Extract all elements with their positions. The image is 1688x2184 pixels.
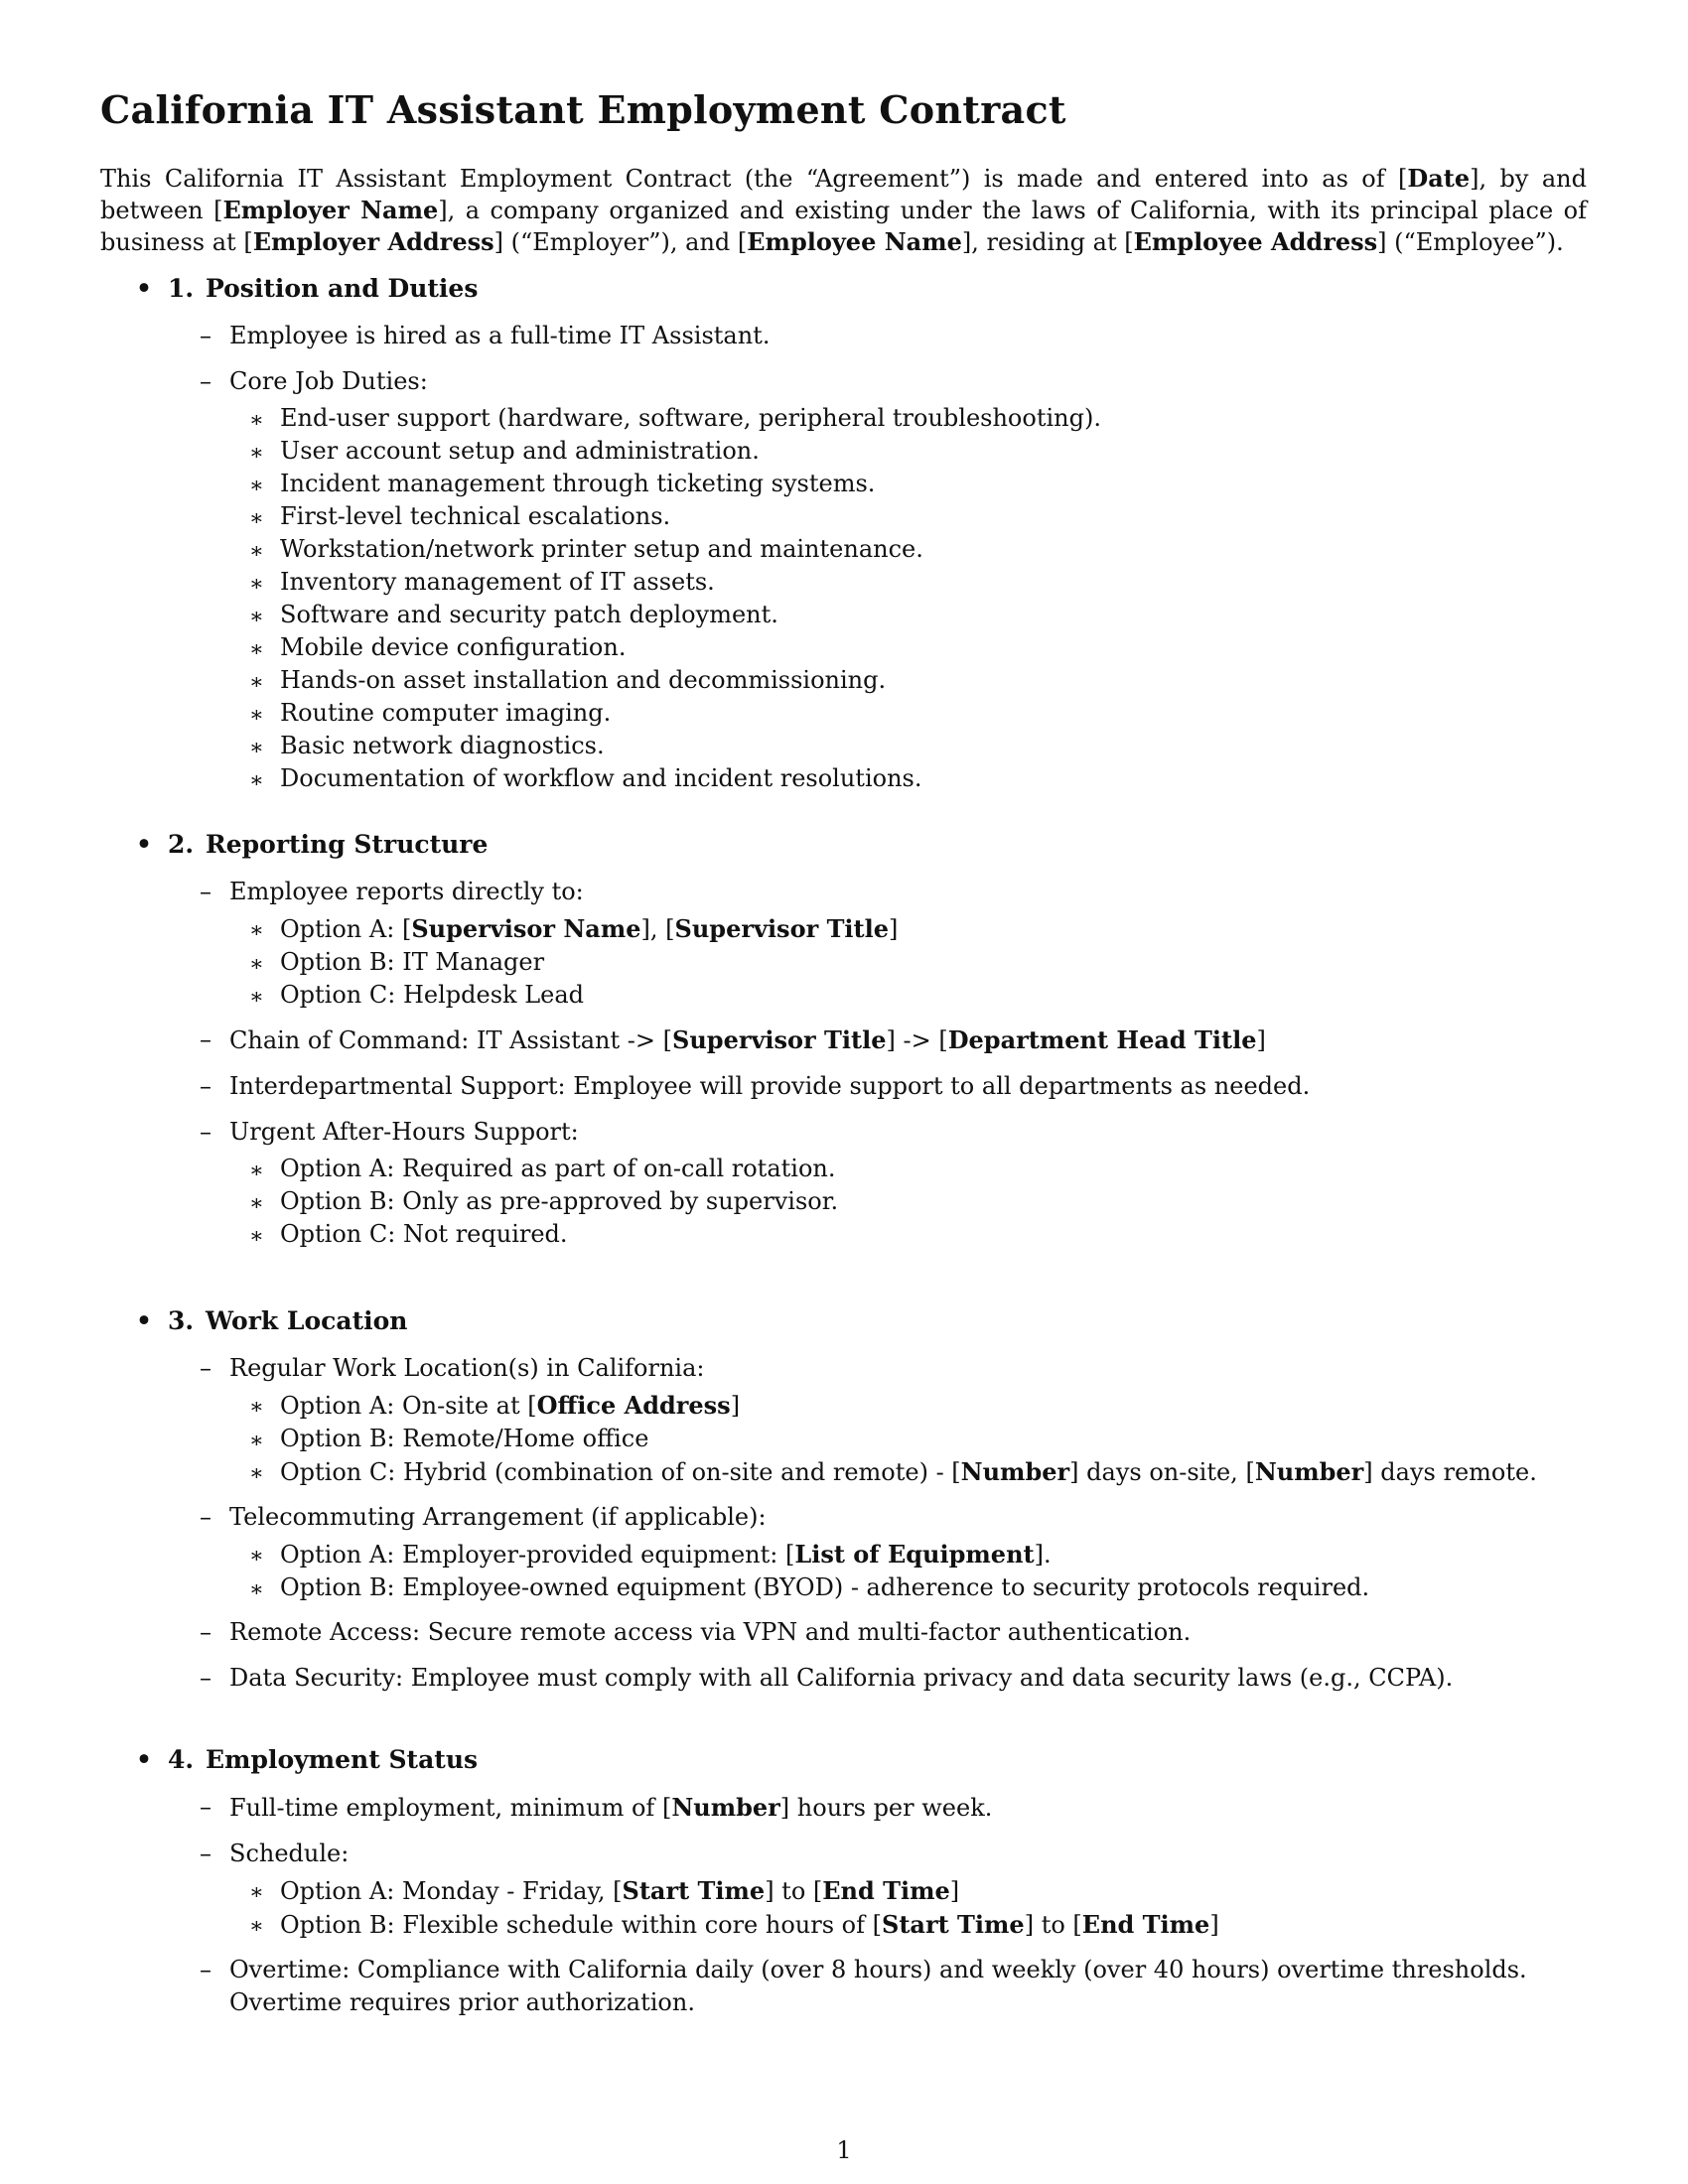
- text-run: ] to [: [1024, 1911, 1082, 1939]
- asterisk-bullet-icon: ∗: [249, 768, 264, 793]
- sub-list-item-text: [280, 1455, 1590, 1489]
- section-heading: [100, 830, 1590, 866]
- placeholder-field: Number: [960, 1457, 1070, 1486]
- placeholder-field: Employee Name: [747, 227, 962, 256]
- text-run: Option B: Remote/Home office: [280, 1425, 649, 1452]
- text-run: End-user support (hardware, software, peripheral troubleshooting).: [280, 404, 1101, 432]
- sub-list-item-text: [280, 762, 1590, 795]
- sub-list-item-text: [280, 402, 1590, 435]
- sub-list-item: [100, 1908, 1590, 1942]
- list-item-text: [229, 1662, 1590, 1695]
- text-run: Data Security: Employee must comply with all California privacy and data security laws (e.g., CCPA).: [229, 1664, 1454, 1692]
- text-run: Inventory management of IT assets.: [280, 568, 715, 596]
- text-run: Mobile device configuration.: [280, 633, 627, 661]
- text-run: Option B: Flexible schedule within core hours of [: [280, 1911, 882, 1939]
- text-run: Option A: On-site at [: [280, 1392, 537, 1420]
- placeholder-field: Start Time: [882, 1910, 1025, 1939]
- section-title: Employment Status: [206, 1745, 479, 1774]
- dash-bullet-icon: –: [200, 1618, 211, 1646]
- list-item-text: [229, 1024, 1590, 1057]
- text-run: ] days remote.: [1363, 1458, 1537, 1486]
- asterisk-bullet-icon: ∗: [249, 637, 264, 662]
- section-title: Position and Duties: [206, 274, 479, 303]
- sub-list-item-text: [280, 533, 1590, 566]
- text-run: Schedule:: [229, 1840, 350, 1867]
- text-run: Regular Work Location(s) in California:: [229, 1354, 705, 1382]
- text-run: ], residing at [: [961, 228, 1134, 256]
- text-run: Option B: IT Manager: [280, 948, 545, 976]
- text-run: ] (“Employer”), and [: [493, 228, 748, 256]
- placeholder-field: Employer Address: [252, 227, 494, 256]
- list-item-text: [229, 320, 1590, 352]
- sub-list-item-text: [280, 979, 1590, 1012]
- dash-bullet-icon: –: [200, 1840, 211, 1867]
- list-item-text: [229, 876, 1590, 908]
- text-run: ], a company organized and existing under the laws of California, with its principal place of business at [: [100, 197, 1588, 256]
- asterisk-bullet-icon: ∗: [249, 1880, 264, 1905]
- text-run: Employee is hired as a full-time IT Assistant.: [229, 322, 771, 349]
- list-item: [100, 1501, 1590, 1534]
- text-run: Full-time employment, minimum of [: [229, 1794, 672, 1822]
- sub-list-item-text: [280, 435, 1590, 468]
- sub-list-item: [100, 468, 1590, 500]
- sub-list-item: [100, 1455, 1590, 1489]
- asterisk-bullet-icon: ∗: [249, 1461, 264, 1486]
- sub-list-item-text: [280, 1218, 1590, 1251]
- asterisk-bullet-icon: ∗: [249, 1191, 264, 1216]
- list-item-text: [229, 1838, 1590, 1870]
- list-item: [100, 1070, 1590, 1103]
- bullet-icon: •: [136, 1745, 152, 1774]
- section-number: 1.: [168, 274, 195, 303]
- sub-list-item: [100, 979, 1590, 1012]
- text-run: Option A: Employer-provided equipment: [: [280, 1541, 795, 1569]
- sub-list-item: [100, 1218, 1590, 1251]
- placeholder-field: Date: [1407, 164, 1471, 193]
- sub-list-item: [100, 533, 1590, 566]
- page-number: 1: [836, 2136, 852, 2164]
- asterisk-bullet-icon: ∗: [249, 1544, 264, 1569]
- dash-bullet-icon: –: [200, 1118, 211, 1146]
- asterisk-bullet-icon: ∗: [249, 539, 264, 564]
- sub-list-item-text: [280, 1571, 1590, 1604]
- text-run: Option C: Helpdesk Lead: [280, 981, 585, 1009]
- sub-list-item: [100, 946, 1590, 979]
- text-run: ] hours per week.: [779, 1794, 993, 1822]
- asterisk-bullet-icon: ∗: [249, 408, 264, 433]
- section-number: 3.: [168, 1306, 195, 1335]
- asterisk-bullet-icon: ∗: [249, 918, 264, 943]
- list-item: [100, 1838, 1590, 1870]
- text-run: Option C: Hybrid (combination of on-site and remote) - [: [280, 1458, 961, 1486]
- text-run: ]: [889, 915, 899, 943]
- section-employment-status: [100, 1745, 1590, 2032]
- section-reporting-structure: [100, 830, 1590, 1263]
- section-position-and-duties: [100, 274, 1590, 807]
- text-run: Core Job Duties:: [229, 367, 428, 395]
- asterisk-bullet-icon: ∗: [249, 605, 264, 629]
- asterisk-bullet-icon: ∗: [249, 1224, 264, 1249]
- text-run: Remote Access: Secure remote access via VPN and multi-factor authentication.: [229, 1618, 1192, 1646]
- text-run: User account setup and administration.: [280, 437, 760, 465]
- intro-paragraph: [100, 163, 1587, 258]
- text-run: Interdepartmental Support: Employee will provide support to all departments as needed.: [229, 1072, 1311, 1100]
- asterisk-bullet-icon: ∗: [249, 670, 264, 695]
- text-run: ]: [1256, 1026, 1266, 1054]
- text-run: Workstation/network printer setup and maintenance.: [280, 535, 923, 563]
- sub-list-item: [100, 435, 1590, 468]
- list-item-text: [229, 1616, 1590, 1649]
- text-run: Hands-on asset installation and decommissioning.: [280, 666, 887, 694]
- sub-list-item-text: [280, 500, 1590, 533]
- text-run: ] (“Employee”).: [1377, 228, 1564, 256]
- asterisk-bullet-icon: ∗: [249, 474, 264, 498]
- section-heading: [100, 1745, 1590, 1781]
- sub-list-item: [100, 1389, 1590, 1423]
- sub-list-item-text: [280, 468, 1590, 500]
- placeholder-field: End Time: [822, 1876, 950, 1905]
- text-run: ]: [730, 1392, 741, 1420]
- dash-bullet-icon: –: [200, 1025, 211, 1053]
- asterisk-bullet-icon: ∗: [249, 1577, 264, 1602]
- text-run: Employee reports directly to:: [229, 878, 584, 905]
- sub-list-item-text: [280, 1908, 1590, 1942]
- sub-list-item-text: [280, 1538, 1590, 1571]
- sub-list-item: [100, 730, 1590, 762]
- text-run: First-level technical escalations.: [280, 502, 671, 530]
- text-run: This California IT Assistant Employment Contract (the “Agreement”) is made and entered into as of [: [100, 165, 1408, 193]
- asterisk-bullet-icon: ∗: [249, 736, 264, 760]
- list-item: [100, 1662, 1590, 1695]
- list-item: [100, 1352, 1590, 1385]
- asterisk-bullet-icon: ∗: [249, 985, 264, 1010]
- section-title: Reporting Structure: [206, 830, 489, 859]
- bullet-icon: •: [136, 274, 152, 303]
- sub-list-item: [100, 1571, 1590, 1604]
- asterisk-bullet-icon: ∗: [249, 1159, 264, 1183]
- placeholder-field: Supervisor Name: [411, 914, 641, 943]
- dash-bullet-icon: –: [200, 1503, 211, 1531]
- section-number: 2.: [168, 830, 195, 859]
- text-run: Option A: Monday - Friday, [: [280, 1877, 623, 1905]
- placeholder-field: Department Head Title: [947, 1025, 1257, 1054]
- placeholder-field: List of Equipment: [794, 1540, 1035, 1569]
- text-run: ] days on-site, [: [1069, 1458, 1255, 1486]
- list-item: [100, 876, 1590, 908]
- sub-list-item: [100, 631, 1590, 664]
- text-run: Software and security patch deployment.: [280, 601, 778, 628]
- list-item-text: [229, 1070, 1590, 1103]
- bullet-icon: •: [136, 1306, 152, 1335]
- sub-list-item-text: [280, 631, 1590, 664]
- sub-list-item-text: [280, 912, 1590, 946]
- bullet-icon: •: [136, 830, 152, 859]
- list-item: [100, 1616, 1590, 1649]
- dash-bullet-icon: –: [200, 1956, 211, 1983]
- section-number: 4.: [168, 1745, 195, 1774]
- sub-list-item-text: [280, 730, 1590, 762]
- text-run: Option C: Not required.: [280, 1220, 568, 1248]
- asterisk-bullet-icon: ∗: [249, 506, 264, 531]
- sub-list-item: [100, 664, 1590, 697]
- list-item-text: [229, 1791, 1590, 1825]
- sub-list: [100, 912, 1590, 1012]
- dash-bullet-icon: –: [200, 878, 211, 905]
- sub-list-item-text: [280, 1185, 1590, 1218]
- sub-list: [100, 1874, 1590, 1942]
- sub-list-item: [100, 500, 1590, 533]
- text-run: Urgent After-Hours Support:: [229, 1118, 579, 1146]
- asterisk-bullet-icon: ∗: [249, 1395, 264, 1420]
- list-item: [100, 1954, 1590, 2019]
- sub-list-item: [100, 1874, 1590, 1908]
- sub-list: [100, 1389, 1590, 1489]
- dash-bullet-icon: –: [200, 1664, 211, 1692]
- list-item: [100, 320, 1590, 352]
- placeholder-field: Supervisor Title: [674, 914, 890, 943]
- document-title: California IT Assistant Employment Contract: [100, 87, 1066, 132]
- sub-list-item-text: [280, 599, 1590, 631]
- list-item-text: [229, 1352, 1590, 1385]
- sub-list: [100, 1153, 1590, 1251]
- sub-list-item-text: [280, 946, 1590, 979]
- text-run: ] -> [: [886, 1026, 948, 1054]
- sub-list-item: [100, 599, 1590, 631]
- text-run: Incident management through ticketing systems.: [280, 470, 876, 497]
- sub-list-item: [100, 697, 1590, 730]
- sub-list-item-text: [280, 566, 1590, 599]
- list-item: [100, 365, 1590, 398]
- text-run: Option B: Employee-owned equipment (BYOD) - adherence to security protocols required.: [280, 1573, 1370, 1601]
- dash-bullet-icon: –: [200, 367, 211, 395]
- sub-list-item: [100, 1538, 1590, 1571]
- placeholder-field: Employee Address: [1133, 227, 1378, 256]
- placeholder-field: Start Time: [622, 1876, 766, 1905]
- text-run: Option B: Only as pre-approved by supervisor.: [280, 1187, 839, 1215]
- text-run: ] to [: [765, 1877, 823, 1905]
- dash-bullet-icon: –: [200, 1072, 211, 1100]
- placeholder-field: Number: [671, 1793, 780, 1822]
- sub-list-item: [100, 566, 1590, 599]
- sub-list-item: [100, 1423, 1590, 1455]
- placeholder-field: Supervisor Title: [672, 1025, 887, 1054]
- asterisk-bullet-icon: ∗: [249, 703, 264, 728]
- list-item-text: [229, 1116, 1590, 1149]
- sub-list-item-text: [280, 697, 1590, 730]
- asterisk-bullet-icon: ∗: [249, 441, 264, 466]
- sub-list-item: [100, 912, 1590, 946]
- list-item: [100, 1791, 1590, 1825]
- placeholder-field: Number: [1254, 1457, 1364, 1486]
- sub-list: [100, 1538, 1590, 1604]
- text-run: Routine computer imaging.: [280, 699, 612, 727]
- asterisk-bullet-icon: ∗: [249, 952, 264, 977]
- text-run: ], [: [640, 915, 675, 943]
- list-item-text: [229, 1501, 1590, 1534]
- text-run: Documentation of workflow and incident resolutions.: [280, 764, 922, 792]
- text-run: Overtime: Compliance with California daily (over 8 hours) and weekly (over 40 hours) overtime thresholds. Overtime requires prior authorization.: [229, 1956, 1527, 2016]
- dash-bullet-icon: –: [200, 322, 211, 349]
- text-run: ], by and between [: [100, 165, 1587, 224]
- sub-list-item-text: [280, 1389, 1590, 1423]
- sub-list-item: [100, 402, 1590, 435]
- sub-list-item-text: [280, 664, 1590, 697]
- text-run: ]: [1209, 1911, 1219, 1939]
- dash-bullet-icon: –: [200, 1793, 211, 1821]
- sub-list-item: [100, 762, 1590, 795]
- sub-list-item-text: [280, 1423, 1590, 1455]
- dash-bullet-icon: –: [200, 1354, 211, 1382]
- sub-list: [100, 402, 1590, 795]
- sub-list-item-text: [280, 1874, 1590, 1908]
- section-heading: [100, 274, 1590, 310]
- section-title: Work Location: [206, 1306, 408, 1335]
- sub-list-item: [100, 1153, 1590, 1185]
- list-item-text: [229, 1954, 1590, 2019]
- text-run: Option A: [: [280, 915, 412, 943]
- text-run: ]: [949, 1877, 960, 1905]
- text-run: Option A: Required as part of on-call rotation.: [280, 1155, 836, 1182]
- list-item: [100, 1116, 1590, 1149]
- sub-list-item-text: [280, 1153, 1590, 1185]
- placeholder-field: Employer Name: [222, 196, 439, 224]
- text-run: Telecommuting Arrangement (if applicable):: [229, 1503, 767, 1531]
- text-run: ].: [1034, 1541, 1052, 1569]
- list-item: [100, 1024, 1590, 1057]
- asterisk-bullet-icon: ∗: [249, 1429, 264, 1453]
- section-heading: [100, 1306, 1590, 1342]
- text-run: Chain of Command: IT Assistant -> [: [229, 1026, 672, 1054]
- placeholder-field: End Time: [1081, 1910, 1210, 1939]
- section-work-location: [100, 1306, 1590, 1707]
- placeholder-field: Office Address: [536, 1391, 731, 1420]
- asterisk-bullet-icon: ∗: [249, 1914, 264, 1939]
- list-item-text: [229, 365, 1590, 398]
- asterisk-bullet-icon: ∗: [249, 572, 264, 597]
- sub-list-item: [100, 1185, 1590, 1218]
- text-run: Basic network diagnostics.: [280, 732, 605, 759]
